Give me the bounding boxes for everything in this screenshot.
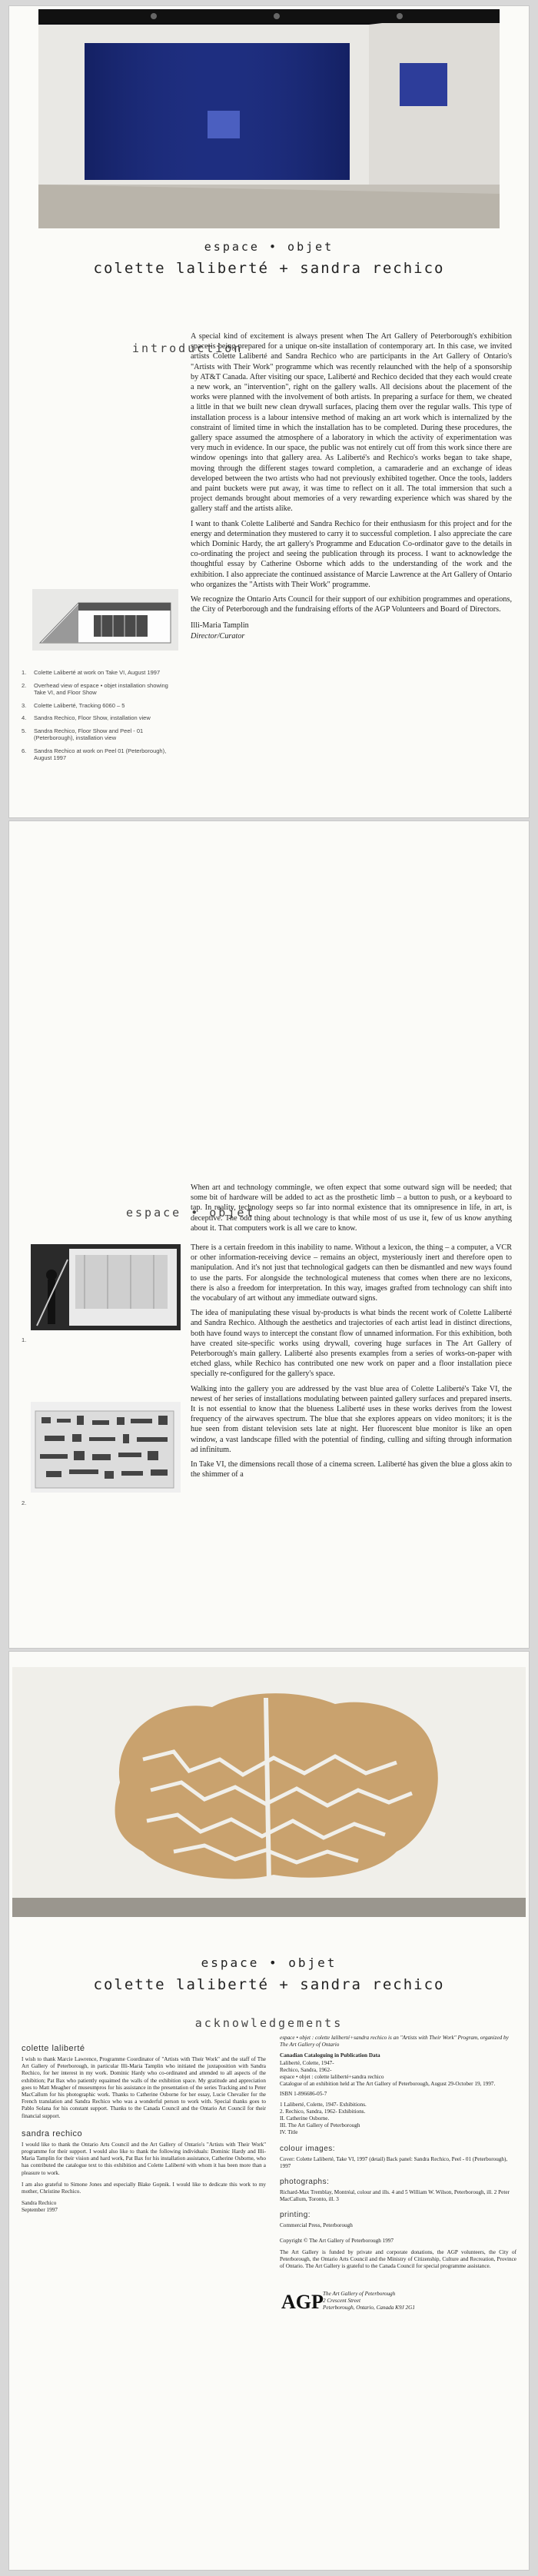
gallery-address [323, 2291, 415, 2312]
essay-intro: When art and technology commingle, we often expect that some outward sign will be needed; that some bit of hardware will be added to act as the prosthetic limb – a button to push, or a keyboard to tap. In reality, technology seeps so far into normal existence that its omnipresence in life, in art, is deceptive. The odd thing about technology is that while most of us use it, few of us know anything about it. That computers work is all we care to know. [191, 1183, 512, 1233]
cip-heading: Canadian Cataloguing in Publication Data [280, 2052, 380, 2059]
gallery-installation-photo [38, 9, 500, 228]
essay-text [191, 1243, 512, 1484]
intro-paragraph-1: A special kind of excitement is always present when The Art Gallery of Peterborough's exhibition space is being prepared for a unique on-site installation of contemporary art. In this case, we invited artists Colette Laliberté and Sandra Rechico who are participants in the Art Gallery of Ontario's "Artists with Their Work" programme which was recently relaunched with the help of a sponsorship by AT&T Canada. After visiting our space, Laliberté and Rechico decided that they each would create a new work, an "intervention", right on the gallery walls. All decisions about the placement of the works were planned with the involvement of both artists. In preparing a surface for them, we cheated a little in that we built new clean drywall surfaces, placing them over the regular walls. This type of installation process is a labour intensive method of making an art work which is internalized by the constraint of limited time in which the installation has to be completed. During these procedures, the gallery space assumed the atmosphere of a laboratory in which the activity of experimentation was very much in evidence. In our space, the public was not entirely cut off from this work since there are window openings into that gallery area. As Laliberté's and Rechico's works began to take shape, moving through the different stages toward completion, a camaraderie and an exchange of ideas developed between the two artists who had not previously exhibited together. Once the tools, ladders and paint buckets were put away, it was time to reflect on it all. The total immersion that such a project demands brought about memories of a very rewarding experience which was shared by the gallery staff and the artists alike. [191, 332, 512, 514]
cip-line: 2. Rechico, Sandra, 1962- Exhibitions. [280, 2108, 366, 2115]
caption-row: 5. Sandra Rechico, Floor Show and Peel - 01 (Peterborough), installation view [22, 727, 144, 741]
essay-paragraph-3: Walking into the gallery you are addressed by the vast blue area of Colette Laliberté's Take VI, the newest of her series of installations modulating between painted gallery surfaces and prepared inserts. It is not essential to know that the blueness Laliberté uses in these works derives from the lowest frequency of the airwaves spectrum. The blue that she explores appears on video monitors; it is the hue seen from distant television sets late at night. Her fluorescent blue monitor is like an open window, a vast landscape filled with the potential of finding, culling and sifting through information ad infinitum. [191, 1384, 512, 1454]
intro-paragraph-3: We recognize the Ontario Arts Council for their support of our exhibition programmes and operations, the City of Peterborough and the fundraising efforts of the AGP Volunteers and Board of Directors. [191, 595, 512, 614]
page-title-line1: espace • objet [204, 240, 334, 254]
cip-line: Catalogue of an exhibition held at The Art Gallery of Peterborough, August 29-October 19, 1997. [280, 2081, 496, 2088]
address-line: 2 Crescent Street [323, 2297, 360, 2304]
copyright-text: Copyright © The Art Gallery of Peterborough 1997 [280, 2237, 394, 2244]
essay-paragraph-2: The idea of manipulating these visual by-products is what binds the recent work of Colette Laliberté and Sandra Rechico. Although the aesthetics and trajectories of each artist lead in distinct directions, both have found ways to intercept the constant flow of unnamed information. For this exhibition, both have created site-specific works using drywall, covering huge surfaces in The Art Gallery of Peterborough's main gallery. Laliberté also presents examples from a series of works-on-paper with etched glass, while Rechico has contributed one new work on paper and a floor installation piece specially re-configured for the gallery's space. [191, 1309, 512, 1379]
cip-line: Laliberté, Colette, 1947- [280, 2059, 334, 2066]
essay-paragraph-1: There is a certain freedom in this inability to name. Without a lexicon, the thing – a computer, a VCR or other information-receiving device – remains an object, mysteriously inert and therefore open to manipulation. And it's not just that technological gadgets can then be dismantled and new ways found to use the parts. For alongside the technological muteness that comes when there are no lexicons, there is also a freedom for interpretation. In this way, images grafted from technology can shift into the vocabulary of art without any immediate outward signs. [191, 1243, 512, 1303]
signature-title: Director/Curator [191, 631, 245, 641]
sandra-heading: sandra rechico [22, 2128, 83, 2138]
caption-1: 1. [22, 1336, 27, 1343]
sandra-date: September 1997 [22, 2207, 58, 2214]
colophon-column [280, 2035, 516, 2315]
caption-2: 2. [22, 1499, 27, 1506]
cip-line: IV. Title [280, 2129, 298, 2136]
address-line: Peterborough, Ontario, Canada K9J 2G1 [323, 2305, 415, 2311]
colette-text: I wish to thank Marcie Lawrence, Programme Coordinator of "Artists with Their Work" and the staff of The Art Gallery of Peterborough, in particular Illi-Maria Tamplin who initiated the juxtaposition with Sandra Rechico, for her interest in my work. Dominic Hardy who co-ordinated and attended to all aspects of the exhibition; Pat Bax who patiently equaimed the walls of the exhibition space. My gratitude and appreciation goes to Matt Meagher of museumpros for his assistance in the presentation of the series Tracking and to Peter MacCallum for his photographic work. Thanks to Catherine Osborne for her essay, Lucie Chevalier for the French translation and Sandra Rechico who was a wonderful person to work with. Special thanks goes to Pablo Solana for his constant support. Thanks to the Canada Council and the Ontario Art Council for their financial support. [22, 2056, 266, 2119]
back-title-line2: colette laliberté + sandra rechico [93, 1976, 445, 1993]
sandra-text: I would like to thank the Ontario Arts Council and the Art Gallery of Ontario's "Artists with Their Work" programme for their support. I would also like to thank the following individuals: Dominic Hardy and Illi-Maria Tamplin for their vision and hard work, Pat Bax for his installation assistance, Catherine Osborne, who has contributed the catalogue text to this exhibition and Colette Laliberté with whom it has been more than a pleasure to work. [22, 2141, 266, 2176]
works-on-paper-photo [31, 1402, 181, 1493]
caption-row: 6. Sandra Rechico at work on Peel 01 (Peterborough), August 1997 [22, 747, 167, 761]
agp-logo-letters: AGP [281, 2291, 324, 2314]
sandra-text-2: I am also grateful to Simone Jones and especially Blake Gopnik. I would like to dedicate this work to my mother, Christine Rechico. [22, 2181, 266, 2195]
cip-line: II. Catherine Osborne. [280, 2115, 330, 2122]
essay-paragraph-4: In Take VI, the dimensions recall those of a cinema screen. Laliberté has given the blue a gloss akin to the shimmer of a [191, 1460, 512, 1479]
cip-line: espace • objet : colette laliberté+sandra rechico [280, 2074, 384, 2081]
page-acknowledgements [9, 1652, 529, 2570]
back-title-line1: espace • objet [201, 1955, 337, 1970]
colour-images-heading: colour images: [280, 2144, 336, 2153]
caption-row: 1. Colette Laliberté at work on Take VI, August 1997 [22, 669, 161, 676]
address-line: The Art Gallery of Peterborough [323, 2290, 396, 2297]
gallery-installation-image [38, 9, 500, 228]
caption-row: 2. Overhead view of espace • objet installation showing Take VI, and Floor Show [22, 681, 168, 696]
printing-heading: printing: [280, 2211, 311, 2220]
section-heading-espace-objet: espace • objet [126, 1206, 256, 1220]
photographs-heading: photographs: [280, 2178, 330, 2187]
funding-text: The Art Gallery is funded by private and corporate donations, the AGP volunteers, the City of Peterborough, the Ontario Arts Council and the Ministry of Citizenship, Culture and Recreation, Province of Ontario. The Art Gallery is grateful to the Canada Council for special programme assistance. [280, 2248, 516, 2270]
artist-at-work-photo [31, 1244, 181, 1330]
cip-line: Rechico, Sandra, 1962- [280, 2066, 332, 2073]
page-introduction [9, 6, 529, 817]
overhead-installation-photo [32, 589, 178, 651]
intro-paragraph-2: I want to thank Colette Laliberté and Sandra Rechico for their enthusiasm for this project and for the energy and determination they mustered to carry it to successful completion. I also appreciate the care which Dominic Hardy, the art gallery's Programme and Education Co-ordinator gave to the details in co-ordinating the project and seeing the publication through its process. I want to acknowledge the thoughtful essay by Catherine Osborne which adds to the understanding of the work and the exhibition. I also appreciate the continued assistance of Marcie Lawrence at the Art Gallery of Ontario who organizes the "Artists with Their Work" programme. [191, 519, 512, 589]
colette-heading: colette laliberté [22, 2044, 85, 2053]
cip-line: III. The Art Gallery of Peterborough [280, 2122, 360, 2129]
page-essay [9, 821, 529, 1648]
cip-line: ISBN 1-896686-05-7 [280, 2091, 327, 2098]
peel-artwork-photo [12, 1667, 526, 1917]
agp-logo-block [280, 2287, 516, 2315]
caption-row: 4. Sandra Rechico, Floor Show, installation view [22, 714, 151, 721]
photo-captions [22, 669, 179, 767]
colour-images-text: Cover: Colette Laliberté, Take VI, 1997 (detail) Back panel: Sandra Rechico, Peel - 01 (Peterborough), 1997 [280, 2155, 508, 2169]
cip-line: 1 Laliberté, Colette, 1947- Exhibitions. [280, 2101, 367, 2108]
page-title-line2: colette laliberté + sandra rechico [93, 260, 445, 277]
signature-name: Illi-Maria Tamplin [191, 621, 249, 631]
photographs-text: Richard-Max Tremblay, Montréal, colour and ills. 4 and 5 William W. Wilson, Peterborough, ill. 2 Peter MacCallum, Toronto, ill. 3 [280, 2189, 510, 2203]
colophon-intro: espace • objet : colette laliberté+sandra rechico is an "Artists with Their Work" Program, organized by The Art Gallery of Ontario [280, 2035, 509, 2048]
section-heading-introduction: introduction [132, 341, 244, 355]
acknowledgements-heading: acknowledgements [194, 2016, 344, 2030]
sandra-signature: Sandra Rechico [22, 2200, 57, 2207]
caption-row: 3. Colette Laliberté, Tracking 6060 – 5 [22, 701, 125, 709]
introduction-text [191, 331, 512, 646]
printing-text: Commercial Press, Peterborough [280, 2222, 353, 2229]
acknowledgements-left-column [22, 2036, 266, 2215]
agp-logo-icon [280, 2287, 324, 2315]
